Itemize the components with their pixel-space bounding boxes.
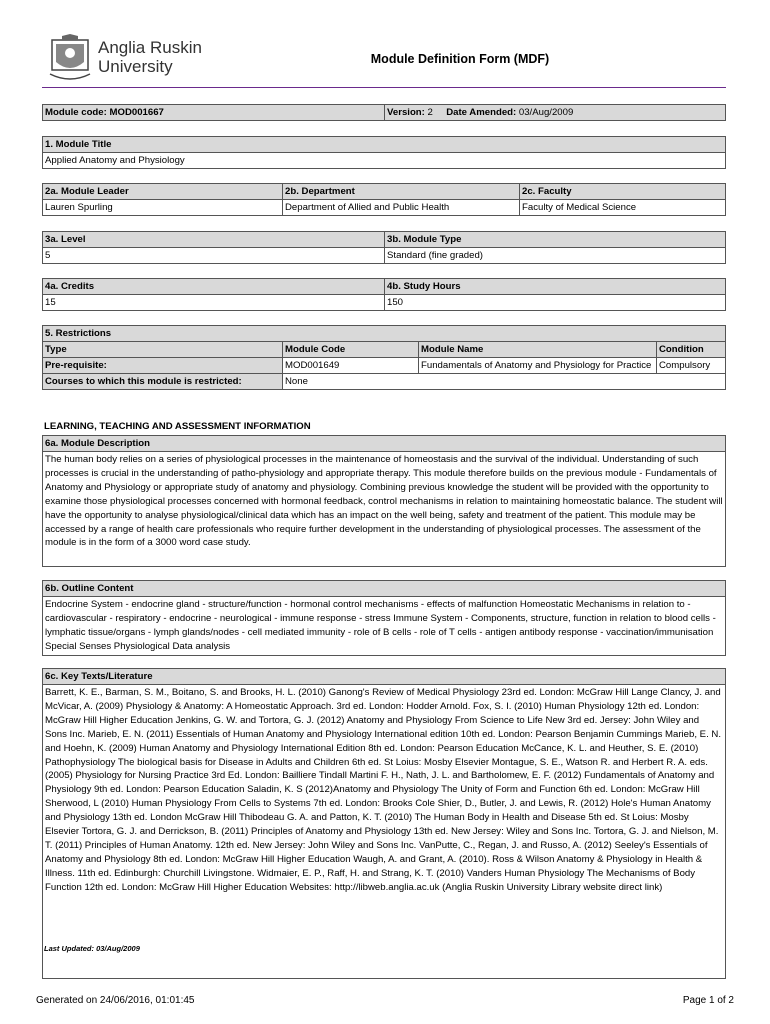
last-updated: Last Updated: 03/Aug/2009 <box>44 944 140 953</box>
logo-line-1: Anglia Ruskin <box>98 38 202 57</box>
study-hours-value: 150 <box>385 295 726 311</box>
logo-text <box>98 38 202 76</box>
level-heading: 3a. Level <box>43 232 385 248</box>
description-table <box>42 435 726 567</box>
study-hours-heading: 4b. Study Hours <box>385 279 726 295</box>
version-info <box>385 105 726 121</box>
module-leader-value: Lauren Spurling <box>43 200 283 216</box>
faculty-heading: 2c. Faculty <box>520 184 726 200</box>
outline-heading: 6b. Outline Content <box>43 581 726 597</box>
form-title: Module Definition Form (MDF) <box>370 52 550 66</box>
university-logo <box>48 32 208 84</box>
logo-line-2: University <box>98 57 173 76</box>
outline-table <box>42 580 726 656</box>
module-title-value: Applied Anatomy and Physiology <box>43 153 726 169</box>
prerequisite-condition: Compulsory <box>657 358 726 374</box>
module-type-heading: 3b. Module Type <box>385 232 726 248</box>
prerequisite-code: MOD001649 <box>283 358 419 374</box>
faculty-value: Faculty of Medical Science <box>520 200 726 216</box>
outline-text: Endocrine System - endocrine gland - structure/function - hormonal control mechanisms - effects of malfunction Homeostatic Mechanisms in relation to - cardiovascular - respiratory - endocrine - neurological - immune response - stress Immune System - Components, structure, function in relation to blood cells - lymphatic tissue/organs - lymph glands/nodes - cell mediated immunity - role of B cells - role of T cells - antigen antibody response - vaccination/immunisation Special Senses Physiological Data analysis <box>43 597 726 656</box>
version-value: 2 <box>427 107 433 118</box>
courses-restricted-label: Courses to which this module is restricted: <box>43 374 283 390</box>
level-table <box>42 231 726 264</box>
module-code-table <box>42 104 726 121</box>
literature-body: Barrett, K. E., Barman, S. M., Boitano, S. and Brooks, H. L. (2010) Ganong's Review of Medical Physiology 23rd ed. London: McGraw Hill Lange Clancy, J. and McVicar, A. (2009) Physiology & Anatomy: A Homeostatic Approach. 3rd ed. London: Hodder Arnold. Fox, S. I. (2010) Human Physiology 12th ed. London: McGraw Hill Higher Education Jenkins, G. W. and Tortora, G. J. (2012) Anatomy and Physiology From Science to Life New 3rd ed. Jersey: John Wiley and Sons Inc. Marieb, E. N. (2011) Essentials of Human Anatomy and Physiology International edition 10th ed. London: Pearson Benjamin Cummings Marieb, E. N. and Hoehn, K. (2009) Human Anatomy and Physiology International Edition 8th ed. London: Pearson Education McCance, K. L. and Heuther, S. E. (2010) Pathophysiology The biological basis for Disease in Adults and Children 6th ed. St Loius: Mosby Elsevier Montague, S. E., Watson R. and Herbert R. A. eds. (2005) Physiology for Nursing Practice 3rd Ed. London: Bailliere Tindall Martini F. H., Nath, J. L. and Bartholomew, E. F. (2012) Fundamentals of Anatomy and Physiology 9th ed. London: Pearson Education Saladin, K. S (2012)Anatomy and Physiology The Unity of Form and Function 6th ed. London: McGraw Hill Sherwood, L (2010) Human Physiology From Cells to Systems 7th ed. London: Brooks Cole Shier, D., Butler, J. and Lewis, R. (2012) Hole's Human Anatomy and Physiology 13th ed. London McGraw Hill Thibodeau G. A. and Patton, K. T. (2010) The Human Body in Health and Disease 5th ed. St Loius: Mosby Elsevier Tortora, G. J. and Derrickson, B. (2011) Principles of Anatomy and Physiology 13th ed. New Jersey: Wiley and Sons Inc. Tortora, G. J. and Nielson, M. T. (2011) Principles of Human Anatomy. 12th ed. New Jersey: John Wiley and Sons Inc. VanPutte, C., Regan, J. and Russo, A. (2012) Seeley's Essentials of Anatomy and Physiology 8th ed. London: McGraw Hill Higher Education Waugh, A. and Grant, A. (2010). Ross & Wilson Anatomy & Physiology in Health & Illness. 11th ed. Edinburgh: Churchill Livingstone. Widmaier, E. P., Raff, H. and Strang, K. T. (2010) Vanders Human Physiology The Mechanisms of Body Function 12th ed. London: McGraw Hill Higher Education Websites: http://libweb.anglia.ac.uk (Anglia Ruskin University Library website direct link) <box>45 687 722 893</box>
leader-table <box>42 183 726 216</box>
department-heading: 2b. Department <box>283 184 520 200</box>
description-text: The human body relies on a series of physiological processes in the maintenance of homeostasis and the survival of the individual. Understanding of such processes is crucial in the understanding of patho-physiology and appropriate therapy. This module therefore builds on the previous module - Fundamentals of Anatomy and Physiology or appropriate study of anatomy and physiology. Combining previous knowledge the student will be provided with the opportunity to examine those physiological processes concerned with hormonal feedback, control mechanisms in relation to maintaining homeostatic balance. The student will have the opportunity to analyse physiological/clinical data which has an impact on the well being, safety and treatment of the patient. This module may be accessed by a range of health care professionals who require further development in the understanding of physiological processes. The assessment of the module is in the form of a 3000 word case study. <box>43 452 726 567</box>
credits-heading: 4a. Credits <box>43 279 385 295</box>
generated-timestamp: Generated on 24/06/2016, 01:01:45 <box>36 995 195 1006</box>
table-row <box>43 358 726 374</box>
literature-heading: 6c. Key Texts/Literature <box>43 669 726 685</box>
col-module-name: Module Name <box>419 342 657 358</box>
prerequisite-label: Pre-requisite: <box>43 358 283 374</box>
level-value: 5 <box>43 248 385 264</box>
credits-table <box>42 278 726 311</box>
prerequisite-name: Fundamentals of Anatomy and Physiology for Practice <box>419 358 657 374</box>
literature-text <box>43 685 726 979</box>
col-condition: Condition <box>657 342 726 358</box>
module-title-table <box>42 136 726 169</box>
literature-table <box>42 668 726 979</box>
description-heading: 6a. Module Description <box>43 436 726 452</box>
module-type-value: Standard (fine graded) <box>385 248 726 264</box>
col-type: Type <box>43 342 283 358</box>
restrictions-heading: 5. Restrictions <box>43 326 726 342</box>
restrictions-table <box>42 325 726 390</box>
version-label: Version: <box>387 107 425 118</box>
col-module-code: Module Code <box>283 342 419 358</box>
date-amended-value: 03/Aug/2009 <box>518 107 574 118</box>
header-divider <box>42 87 726 88</box>
crest-icon <box>48 34 92 82</box>
page-number: Page 1 of 2 <box>682 995 734 1006</box>
department-value: Department of Allied and Public Health <box>283 200 520 216</box>
table-row <box>43 374 726 390</box>
date-amended-label: Date Amended: <box>446 107 517 118</box>
module-code: Module code: MOD001667 <box>43 105 385 121</box>
module-leader-heading: 2a. Module Leader <box>43 184 283 200</box>
courses-restricted-value: None <box>283 374 726 390</box>
credits-value: 15 <box>43 295 385 311</box>
module-title-heading: 1. Module Title <box>43 137 726 153</box>
learning-section-heading: LEARNING, TEACHING AND ASSESSMENT INFORMATION <box>44 421 311 432</box>
